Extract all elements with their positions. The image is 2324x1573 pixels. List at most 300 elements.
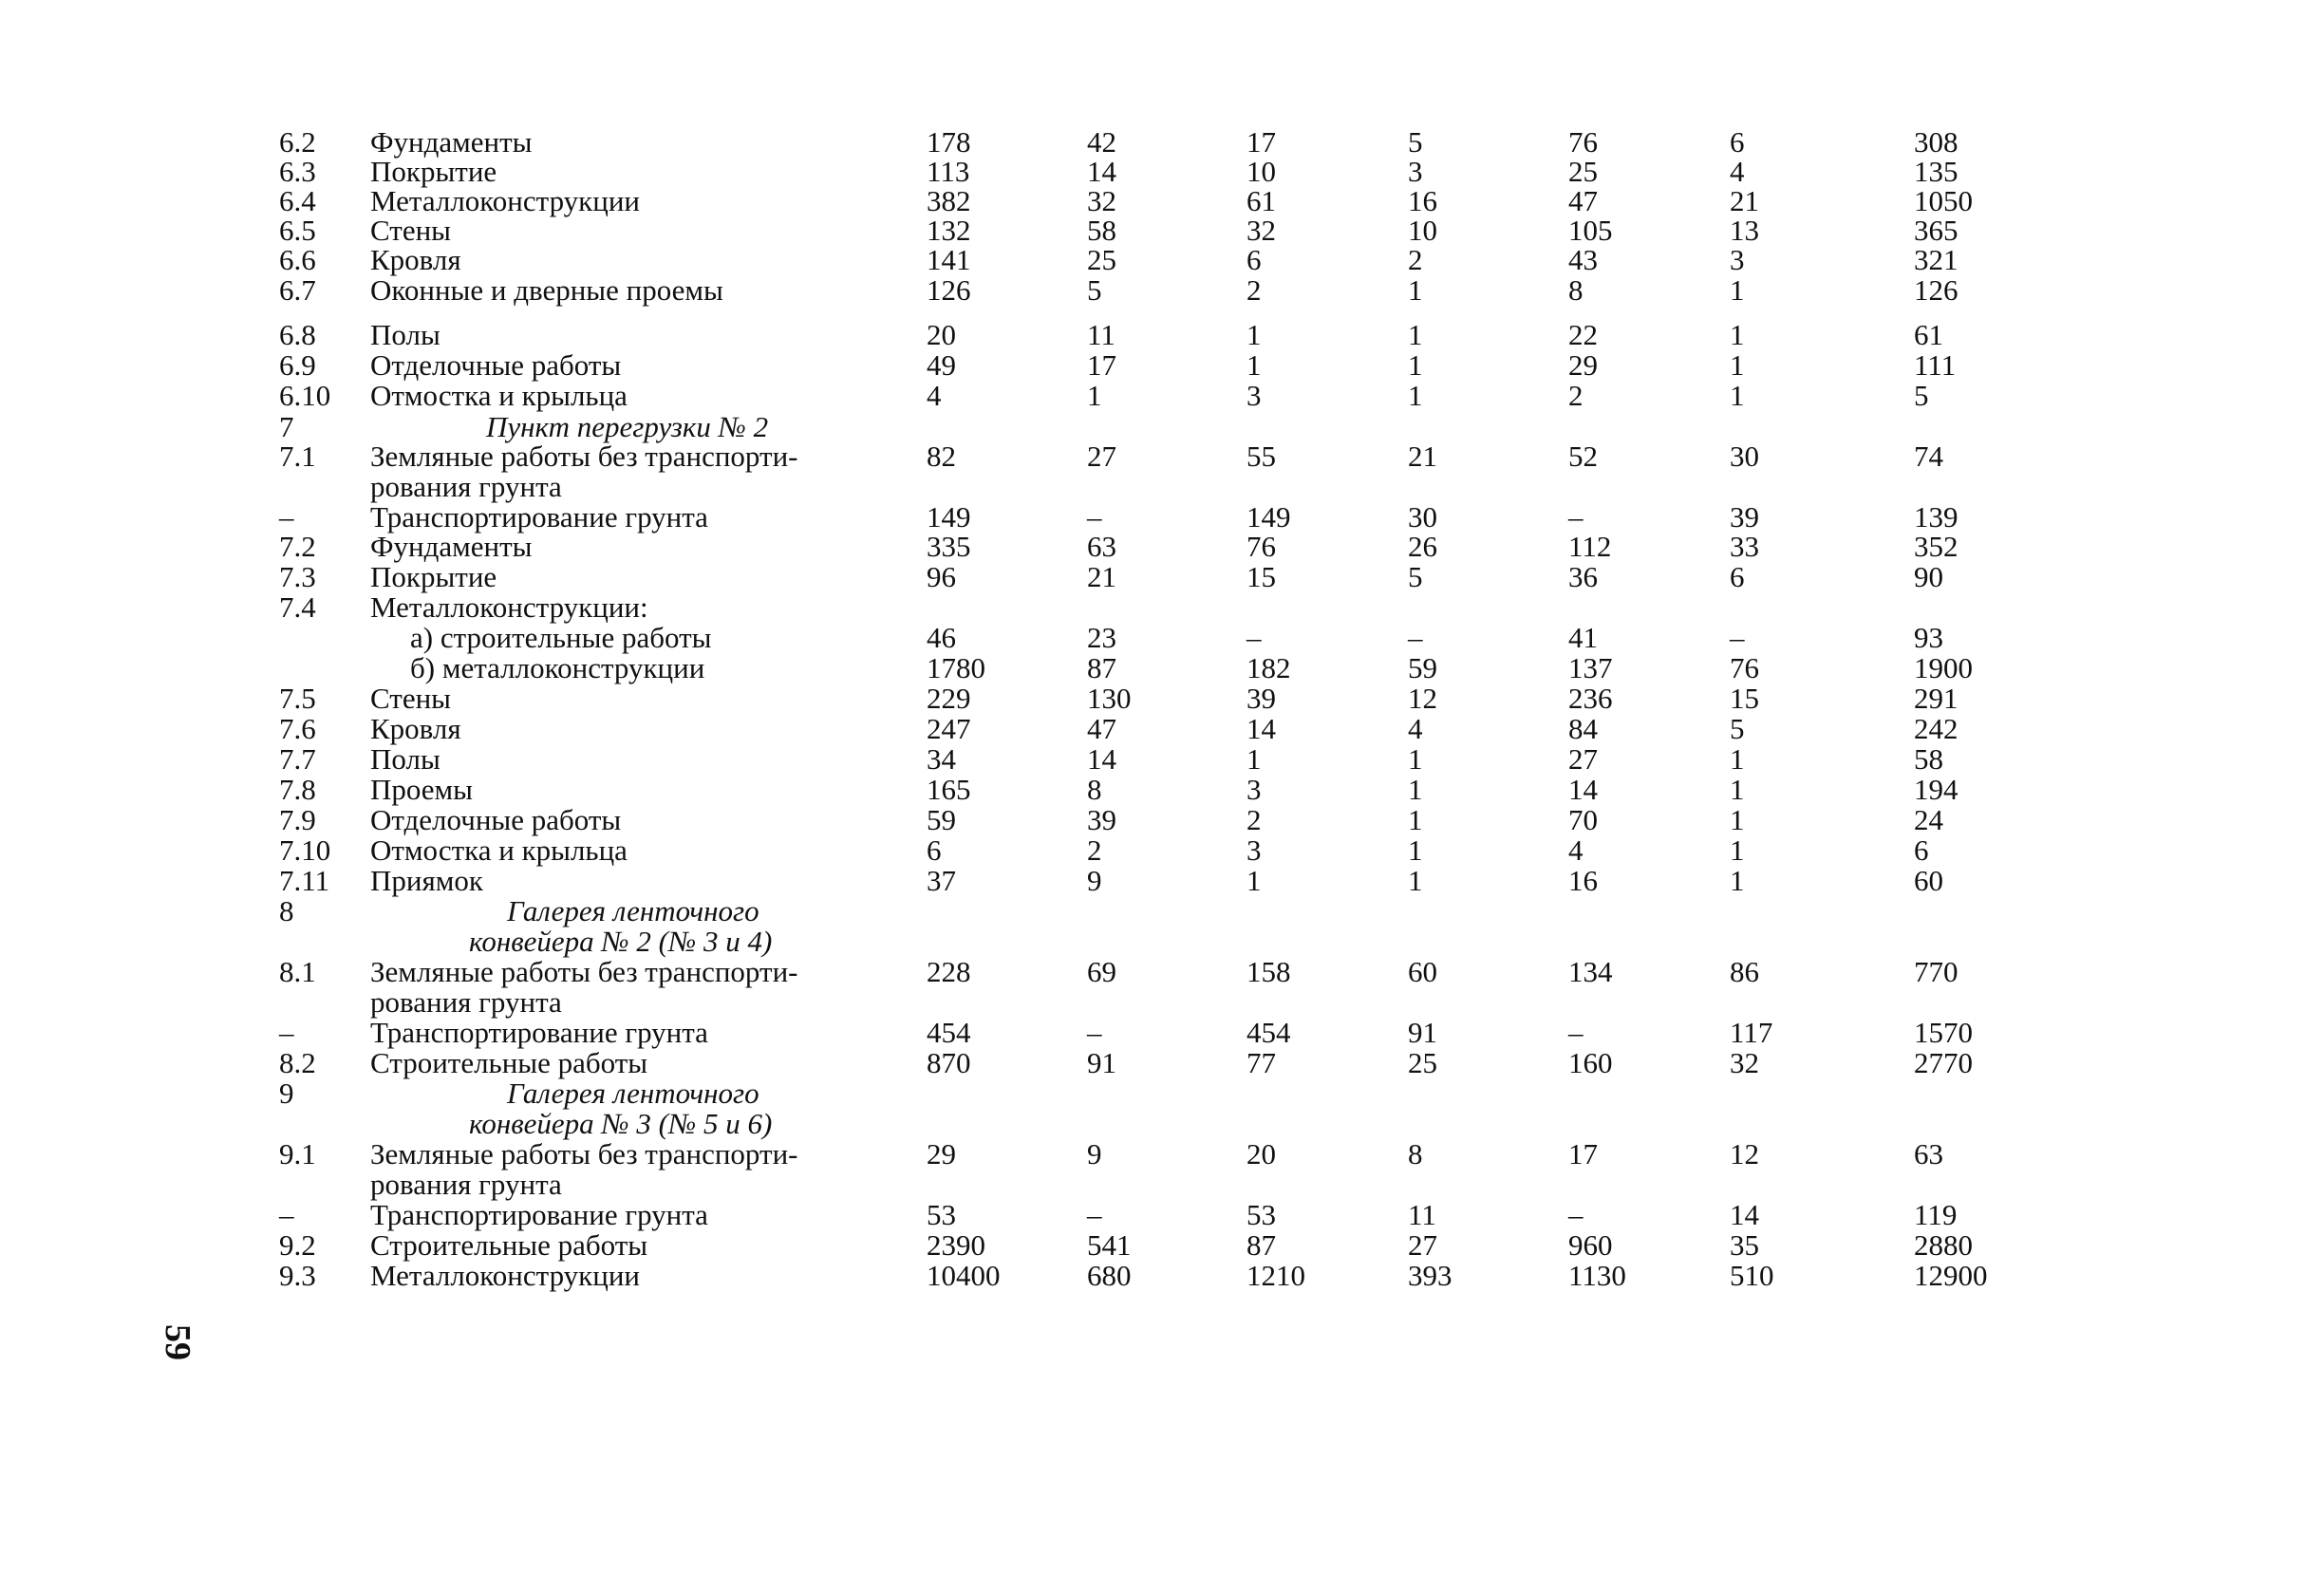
row-code: 6.5 [279, 214, 316, 247]
row-name: Отмостка и крыльца [370, 833, 628, 867]
cell-col-2: 1 [1087, 379, 1102, 412]
row-code: 6.10 [279, 379, 331, 412]
row-name: Оконные и дверные проемы [370, 273, 723, 307]
cell-col-3: 3 [1246, 379, 1262, 412]
cell-col-7: 6 [1914, 833, 1929, 867]
row-code: 6.7 [279, 273, 316, 307]
cell-col-1: 20 [927, 318, 956, 351]
cell-col-2: 25 [1087, 243, 1116, 276]
cell-col-3: 20 [1246, 1137, 1276, 1170]
cell-col-6: 5 [1730, 712, 1745, 745]
cell-col-5: – [1568, 500, 1584, 534]
cell-col-5: 43 [1568, 243, 1598, 276]
cell-col-7: 119 [1914, 1198, 1958, 1231]
row-code: – [279, 1198, 294, 1231]
cell-col-1: 2390 [927, 1228, 985, 1262]
table-row [0, 1018, 2324, 1048]
cell-col-6: 3 [1730, 243, 1745, 276]
row-code: – [279, 1016, 294, 1049]
cell-col-5: 25 [1568, 155, 1598, 188]
row-code: 7.11 [279, 864, 330, 897]
cell-col-4: 60 [1408, 955, 1437, 988]
cell-col-1: 53 [927, 1198, 956, 1231]
cell-col-7: 194 [1914, 773, 1959, 806]
cell-col-4: 1 [1408, 318, 1423, 351]
cell-col-5: 160 [1568, 1046, 1613, 1079]
row-code: 8.2 [279, 1046, 316, 1079]
cell-col-4: 4 [1408, 712, 1423, 745]
row-name: Покрытие [370, 560, 497, 593]
cell-col-4: 1 [1408, 273, 1423, 307]
cell-col-6: 21 [1730, 184, 1759, 217]
cell-col-3: 32 [1246, 214, 1276, 247]
row-name: Кровля [370, 712, 461, 745]
row-name: рования грунта [370, 470, 562, 503]
row-name: Земляные работы без транспорти- [370, 955, 798, 988]
cell-col-3: 158 [1246, 955, 1291, 988]
cell-col-3: 17 [1246, 125, 1276, 159]
cell-col-7: 1900 [1914, 651, 1973, 684]
cell-col-2: 14 [1087, 742, 1116, 776]
cell-col-5: 236 [1568, 682, 1613, 715]
table-row [0, 653, 2324, 684]
row-code: 7.2 [279, 530, 316, 563]
cell-col-3: 61 [1246, 184, 1276, 217]
cell-col-6: 510 [1730, 1259, 1774, 1292]
table-row [0, 866, 2324, 896]
cell-col-7: 111 [1914, 348, 1957, 382]
row-name: Строительные работы [370, 1046, 648, 1079]
cell-col-2: 541 [1087, 1228, 1132, 1262]
cell-col-5: 105 [1568, 214, 1613, 247]
section-heading: конвейера № 3 (№ 5 и 6) [469, 1107, 773, 1140]
cell-col-5: 14 [1568, 773, 1598, 806]
row-name: Стены [370, 214, 451, 247]
cell-col-6: 33 [1730, 530, 1759, 563]
cell-col-1: 46 [927, 621, 956, 654]
cell-col-4: 1 [1408, 379, 1423, 412]
section-heading-row [0, 1109, 2324, 1139]
cell-col-3: 454 [1246, 1016, 1291, 1049]
cell-col-2: 2 [1087, 833, 1102, 867]
cell-col-4: 59 [1408, 651, 1437, 684]
row-name: а) строительные работы [410, 621, 712, 654]
cell-col-6: 1 [1730, 273, 1745, 307]
cell-col-2: – [1087, 1016, 1102, 1049]
table-row [0, 987, 2324, 1018]
cell-col-7: 308 [1914, 125, 1959, 159]
cell-col-3: 1 [1246, 318, 1262, 351]
cell-col-3: 3 [1246, 833, 1262, 867]
cell-col-6: 1 [1730, 773, 1745, 806]
cell-col-2: 9 [1087, 864, 1102, 897]
cell-col-4: 25 [1408, 1046, 1437, 1079]
table-row [0, 1048, 2324, 1078]
cell-col-6: 1 [1730, 833, 1745, 867]
cell-col-5: 16 [1568, 864, 1598, 897]
row-name: б) металлоконструкции [410, 651, 705, 684]
cell-col-1: 149 [927, 500, 971, 534]
cell-col-6: 35 [1730, 1228, 1759, 1262]
cell-col-3: 39 [1246, 682, 1276, 715]
cell-col-4: 1 [1408, 803, 1423, 836]
cell-col-1: 229 [927, 682, 971, 715]
row-code: 7.9 [279, 803, 316, 836]
table-row [0, 472, 2324, 502]
cell-col-7: 90 [1914, 560, 1943, 593]
cell-col-2: 39 [1087, 803, 1116, 836]
row-name: Проемы [370, 773, 473, 806]
cell-col-2: 87 [1087, 651, 1116, 684]
row-name: рования грунта [370, 985, 562, 1019]
table-row [0, 245, 2324, 275]
cell-col-2: 5 [1087, 273, 1102, 307]
cell-col-5: 84 [1568, 712, 1598, 745]
table-row [0, 775, 2324, 805]
cell-col-5: 4 [1568, 833, 1584, 867]
cell-col-1: 228 [927, 955, 971, 988]
cell-col-5: 22 [1568, 318, 1598, 351]
cell-col-4: 91 [1408, 1016, 1437, 1049]
cell-col-3: 15 [1246, 560, 1276, 593]
table-row [0, 1200, 2324, 1230]
cell-col-1: 126 [927, 273, 971, 307]
row-name: Отделочные работы [370, 348, 622, 382]
table-row [0, 186, 2324, 216]
table-row [0, 623, 2324, 653]
cell-col-6: 6 [1730, 560, 1745, 593]
cell-col-3: 6 [1246, 243, 1262, 276]
cell-col-7: 126 [1914, 273, 1959, 307]
section-heading-row [0, 412, 2324, 442]
cell-col-3: 76 [1246, 530, 1276, 563]
page-number: 59 [158, 1324, 197, 1360]
cell-col-4: 26 [1408, 530, 1437, 563]
table-row [0, 835, 2324, 866]
row-code: 8.1 [279, 955, 316, 988]
row-name: Металлоконструкции [370, 1259, 640, 1292]
cell-col-4: 3 [1408, 155, 1423, 188]
cell-col-6: 14 [1730, 1198, 1759, 1231]
cell-col-5: 70 [1568, 803, 1598, 836]
cell-col-2: 14 [1087, 155, 1116, 188]
cell-col-7: 135 [1914, 155, 1959, 188]
row-name: Транспортирование грунта [370, 1198, 708, 1231]
row-name: Фундаменты [370, 530, 533, 563]
cell-col-7: 24 [1914, 803, 1943, 836]
cell-col-5: 76 [1568, 125, 1598, 159]
cell-col-7: 63 [1914, 1137, 1943, 1170]
cell-col-7: 61 [1914, 318, 1943, 351]
row-code: 9 [279, 1077, 294, 1110]
section-heading: Галерея ленточного [507, 894, 759, 927]
cell-col-1: 82 [927, 440, 956, 473]
row-code: 7.4 [279, 590, 316, 624]
cell-col-5: 137 [1568, 651, 1613, 684]
cell-col-3: 149 [1246, 500, 1291, 534]
cell-col-1: 49 [927, 348, 956, 382]
row-name: Металлоконструкции [370, 184, 640, 217]
section-heading: Пункт перегрузки № 2 [486, 410, 769, 443]
cell-col-1: 4 [927, 379, 942, 412]
cell-col-3: – [1246, 621, 1262, 654]
table-row [0, 275, 2324, 306]
row-code: 9.3 [279, 1259, 316, 1292]
table-row [0, 562, 2324, 592]
cell-col-3: 1210 [1246, 1259, 1305, 1292]
cell-col-7: 1570 [1914, 1016, 1973, 1049]
row-name: Металлоконструкции: [370, 590, 648, 624]
table-row [0, 532, 2324, 562]
table-row [0, 381, 2324, 411]
cell-col-4: 27 [1408, 1228, 1437, 1262]
row-code: 7.8 [279, 773, 316, 806]
cell-col-4: 8 [1408, 1137, 1423, 1170]
row-name: Отмостка и крыльца [370, 379, 628, 412]
cell-col-2: 680 [1087, 1259, 1132, 1292]
cell-col-1: 178 [927, 125, 971, 159]
row-code: 7 [279, 410, 294, 443]
cell-col-3: 10 [1246, 155, 1276, 188]
cell-col-6: 4 [1730, 155, 1745, 188]
cell-col-3: 182 [1246, 651, 1291, 684]
cell-col-2: 17 [1087, 348, 1116, 382]
cell-col-2: 130 [1087, 682, 1132, 715]
row-code: 7.6 [279, 712, 316, 745]
table-row [0, 502, 2324, 533]
cell-col-3: 2 [1246, 803, 1262, 836]
cell-col-3: 14 [1246, 712, 1276, 745]
cell-col-6: 30 [1730, 440, 1759, 473]
cell-col-2: 69 [1087, 955, 1116, 988]
cell-col-7: 12900 [1914, 1259, 1988, 1292]
table-row [0, 157, 2324, 187]
cell-col-6: 117 [1730, 1016, 1773, 1049]
cell-col-4: 393 [1408, 1259, 1452, 1292]
cell-col-3: 53 [1246, 1198, 1276, 1231]
row-code: 6.2 [279, 125, 316, 159]
section-heading: конвейера № 2 (№ 3 и 4) [469, 925, 773, 958]
row-name: Земляные работы без транспорти- [370, 440, 798, 473]
cell-col-7: 2770 [1914, 1046, 1973, 1079]
cell-col-3: 1 [1246, 348, 1262, 382]
cell-col-6: 13 [1730, 214, 1759, 247]
cell-col-3: 1 [1246, 864, 1262, 897]
cell-col-5: 27 [1568, 742, 1598, 776]
cell-col-1: 165 [927, 773, 971, 806]
cell-col-3: 3 [1246, 773, 1262, 806]
table-row [0, 592, 2324, 623]
cell-col-1: 132 [927, 214, 971, 247]
cell-col-1: 454 [927, 1016, 971, 1049]
cell-col-6: 6 [1730, 125, 1745, 159]
cell-col-7: 5 [1914, 379, 1929, 412]
row-name: Транспортирование грунта [370, 1016, 708, 1049]
cell-col-7: 74 [1914, 440, 1943, 473]
section-heading-row [0, 896, 2324, 927]
cell-col-5: 52 [1568, 440, 1598, 473]
cell-col-1: 870 [927, 1046, 971, 1079]
row-code: 8 [279, 894, 294, 927]
row-name: рования грунта [370, 1168, 562, 1201]
cell-col-1: 96 [927, 560, 956, 593]
table-row [0, 1230, 2324, 1261]
cell-col-6: 76 [1730, 651, 1759, 684]
cell-col-4: 16 [1408, 184, 1437, 217]
cell-col-5: 41 [1568, 621, 1598, 654]
table-row [0, 957, 2324, 987]
table-row [0, 127, 2324, 158]
table-row [0, 1139, 2324, 1170]
cell-col-5: 36 [1568, 560, 1598, 593]
cell-col-5: 17 [1568, 1137, 1598, 1170]
row-name: Фундаменты [370, 125, 533, 159]
cell-col-6: 1 [1730, 348, 1745, 382]
cell-col-2: 32 [1087, 184, 1116, 217]
cell-col-7: 93 [1914, 621, 1943, 654]
cell-col-6: 32 [1730, 1046, 1759, 1079]
section-heading-row [0, 927, 2324, 957]
section-heading: Галерея ленточного [507, 1077, 759, 1110]
cell-col-4: 5 [1408, 560, 1423, 593]
cell-col-5: 1130 [1568, 1259, 1626, 1292]
table-row [0, 714, 2324, 744]
cell-col-6: – [1730, 621, 1745, 654]
cell-col-2: 9 [1087, 1137, 1102, 1170]
cell-col-4: 21 [1408, 440, 1437, 473]
cell-col-6: 12 [1730, 1137, 1759, 1170]
row-code: 6.6 [279, 243, 316, 276]
row-name: Кровля [370, 243, 461, 276]
row-code: 9.1 [279, 1137, 316, 1170]
row-code: 7.10 [279, 833, 331, 867]
cell-col-7: 1050 [1914, 184, 1973, 217]
cell-col-2: 42 [1087, 125, 1116, 159]
row-code: 7.1 [279, 440, 316, 473]
cell-col-5: 960 [1568, 1228, 1613, 1262]
table-row [0, 215, 2324, 246]
cell-col-3: 87 [1246, 1228, 1276, 1262]
cell-col-6: 39 [1730, 500, 1759, 534]
cell-col-1: 37 [927, 864, 956, 897]
cell-col-2: 58 [1087, 214, 1116, 247]
cell-col-4: 1 [1408, 864, 1423, 897]
cell-col-4: 1 [1408, 773, 1423, 806]
cell-col-6: 1 [1730, 318, 1745, 351]
cell-col-5: 134 [1568, 955, 1613, 988]
cell-col-2: 23 [1087, 621, 1116, 654]
section-heading-row [0, 1078, 2324, 1109]
cell-col-1: 34 [927, 742, 956, 776]
cell-col-5: 47 [1568, 184, 1598, 217]
cell-col-1: 59 [927, 803, 956, 836]
row-code: 7.5 [279, 682, 316, 715]
cell-col-4: 10 [1408, 214, 1437, 247]
cell-col-1: 141 [927, 243, 971, 276]
table-row [0, 1261, 2324, 1291]
cell-col-3: 1 [1246, 742, 1262, 776]
cell-col-5: 8 [1568, 273, 1584, 307]
row-code: 6.8 [279, 318, 316, 351]
cell-col-1: 1780 [927, 651, 985, 684]
row-name: Стены [370, 682, 451, 715]
cell-col-1: 10400 [927, 1259, 1001, 1292]
cell-col-7: 2880 [1914, 1228, 1973, 1262]
cell-col-2: 63 [1087, 530, 1116, 563]
row-code: 7.7 [279, 742, 316, 776]
cell-col-4: 5 [1408, 125, 1423, 159]
table-row [0, 744, 2324, 775]
table-row [0, 805, 2324, 835]
cell-col-7: 321 [1914, 243, 1959, 276]
cell-col-3: 77 [1246, 1046, 1276, 1079]
cell-col-1: 247 [927, 712, 971, 745]
row-code: 9.2 [279, 1228, 316, 1262]
cell-col-4: 11 [1408, 1198, 1436, 1231]
table-row [0, 1170, 2324, 1200]
cell-col-6: 86 [1730, 955, 1759, 988]
cell-col-2: 47 [1087, 712, 1116, 745]
cell-col-5: – [1568, 1198, 1584, 1231]
cell-col-5: – [1568, 1016, 1584, 1049]
cell-col-4: 1 [1408, 833, 1423, 867]
cell-col-5: 112 [1568, 530, 1612, 563]
cell-col-4: 2 [1408, 243, 1423, 276]
cell-col-6: 1 [1730, 379, 1745, 412]
row-name: Строительные работы [370, 1228, 648, 1262]
row-code: 6.4 [279, 184, 316, 217]
cell-col-2: – [1087, 1198, 1102, 1231]
row-name: Полы [370, 318, 440, 351]
table-row [0, 684, 2324, 714]
cell-col-6: 15 [1730, 682, 1759, 715]
row-name: Земляные работы без транспорти- [370, 1137, 798, 1170]
cell-col-4: 1 [1408, 348, 1423, 382]
cell-col-5: 29 [1568, 348, 1598, 382]
row-name: Отделочные работы [370, 803, 622, 836]
cell-col-1: 6 [927, 833, 942, 867]
cell-col-7: 770 [1914, 955, 1959, 988]
row-code: 6.3 [279, 155, 316, 188]
cell-col-7: 139 [1914, 500, 1959, 534]
row-name: Полы [370, 742, 440, 776]
row-code: 7.3 [279, 560, 316, 593]
cell-col-2: 27 [1087, 440, 1116, 473]
cell-col-4: 12 [1408, 682, 1437, 715]
cell-col-7: 60 [1914, 864, 1943, 897]
cell-col-1: 113 [927, 155, 970, 188]
row-name: Приямок [370, 864, 483, 897]
cell-col-1: 29 [927, 1137, 956, 1170]
cell-col-6: 1 [1730, 742, 1745, 776]
cell-col-6: 1 [1730, 864, 1745, 897]
cell-col-5: 2 [1568, 379, 1584, 412]
row-name: Покрытие [370, 155, 497, 188]
cell-col-1: 382 [927, 184, 971, 217]
cell-col-2: 21 [1087, 560, 1116, 593]
cell-col-4: – [1408, 621, 1423, 654]
row-code: – [279, 500, 294, 534]
cell-col-1: 335 [927, 530, 971, 563]
cell-col-4: 1 [1408, 742, 1423, 776]
cell-col-3: 55 [1246, 440, 1276, 473]
row-name: Транспортирование грунта [370, 500, 708, 534]
cell-col-6: 1 [1730, 803, 1745, 836]
cell-col-7: 291 [1914, 682, 1959, 715]
cell-col-7: 365 [1914, 214, 1959, 247]
table-row [0, 320, 2324, 350]
cell-col-7: 242 [1914, 712, 1959, 745]
